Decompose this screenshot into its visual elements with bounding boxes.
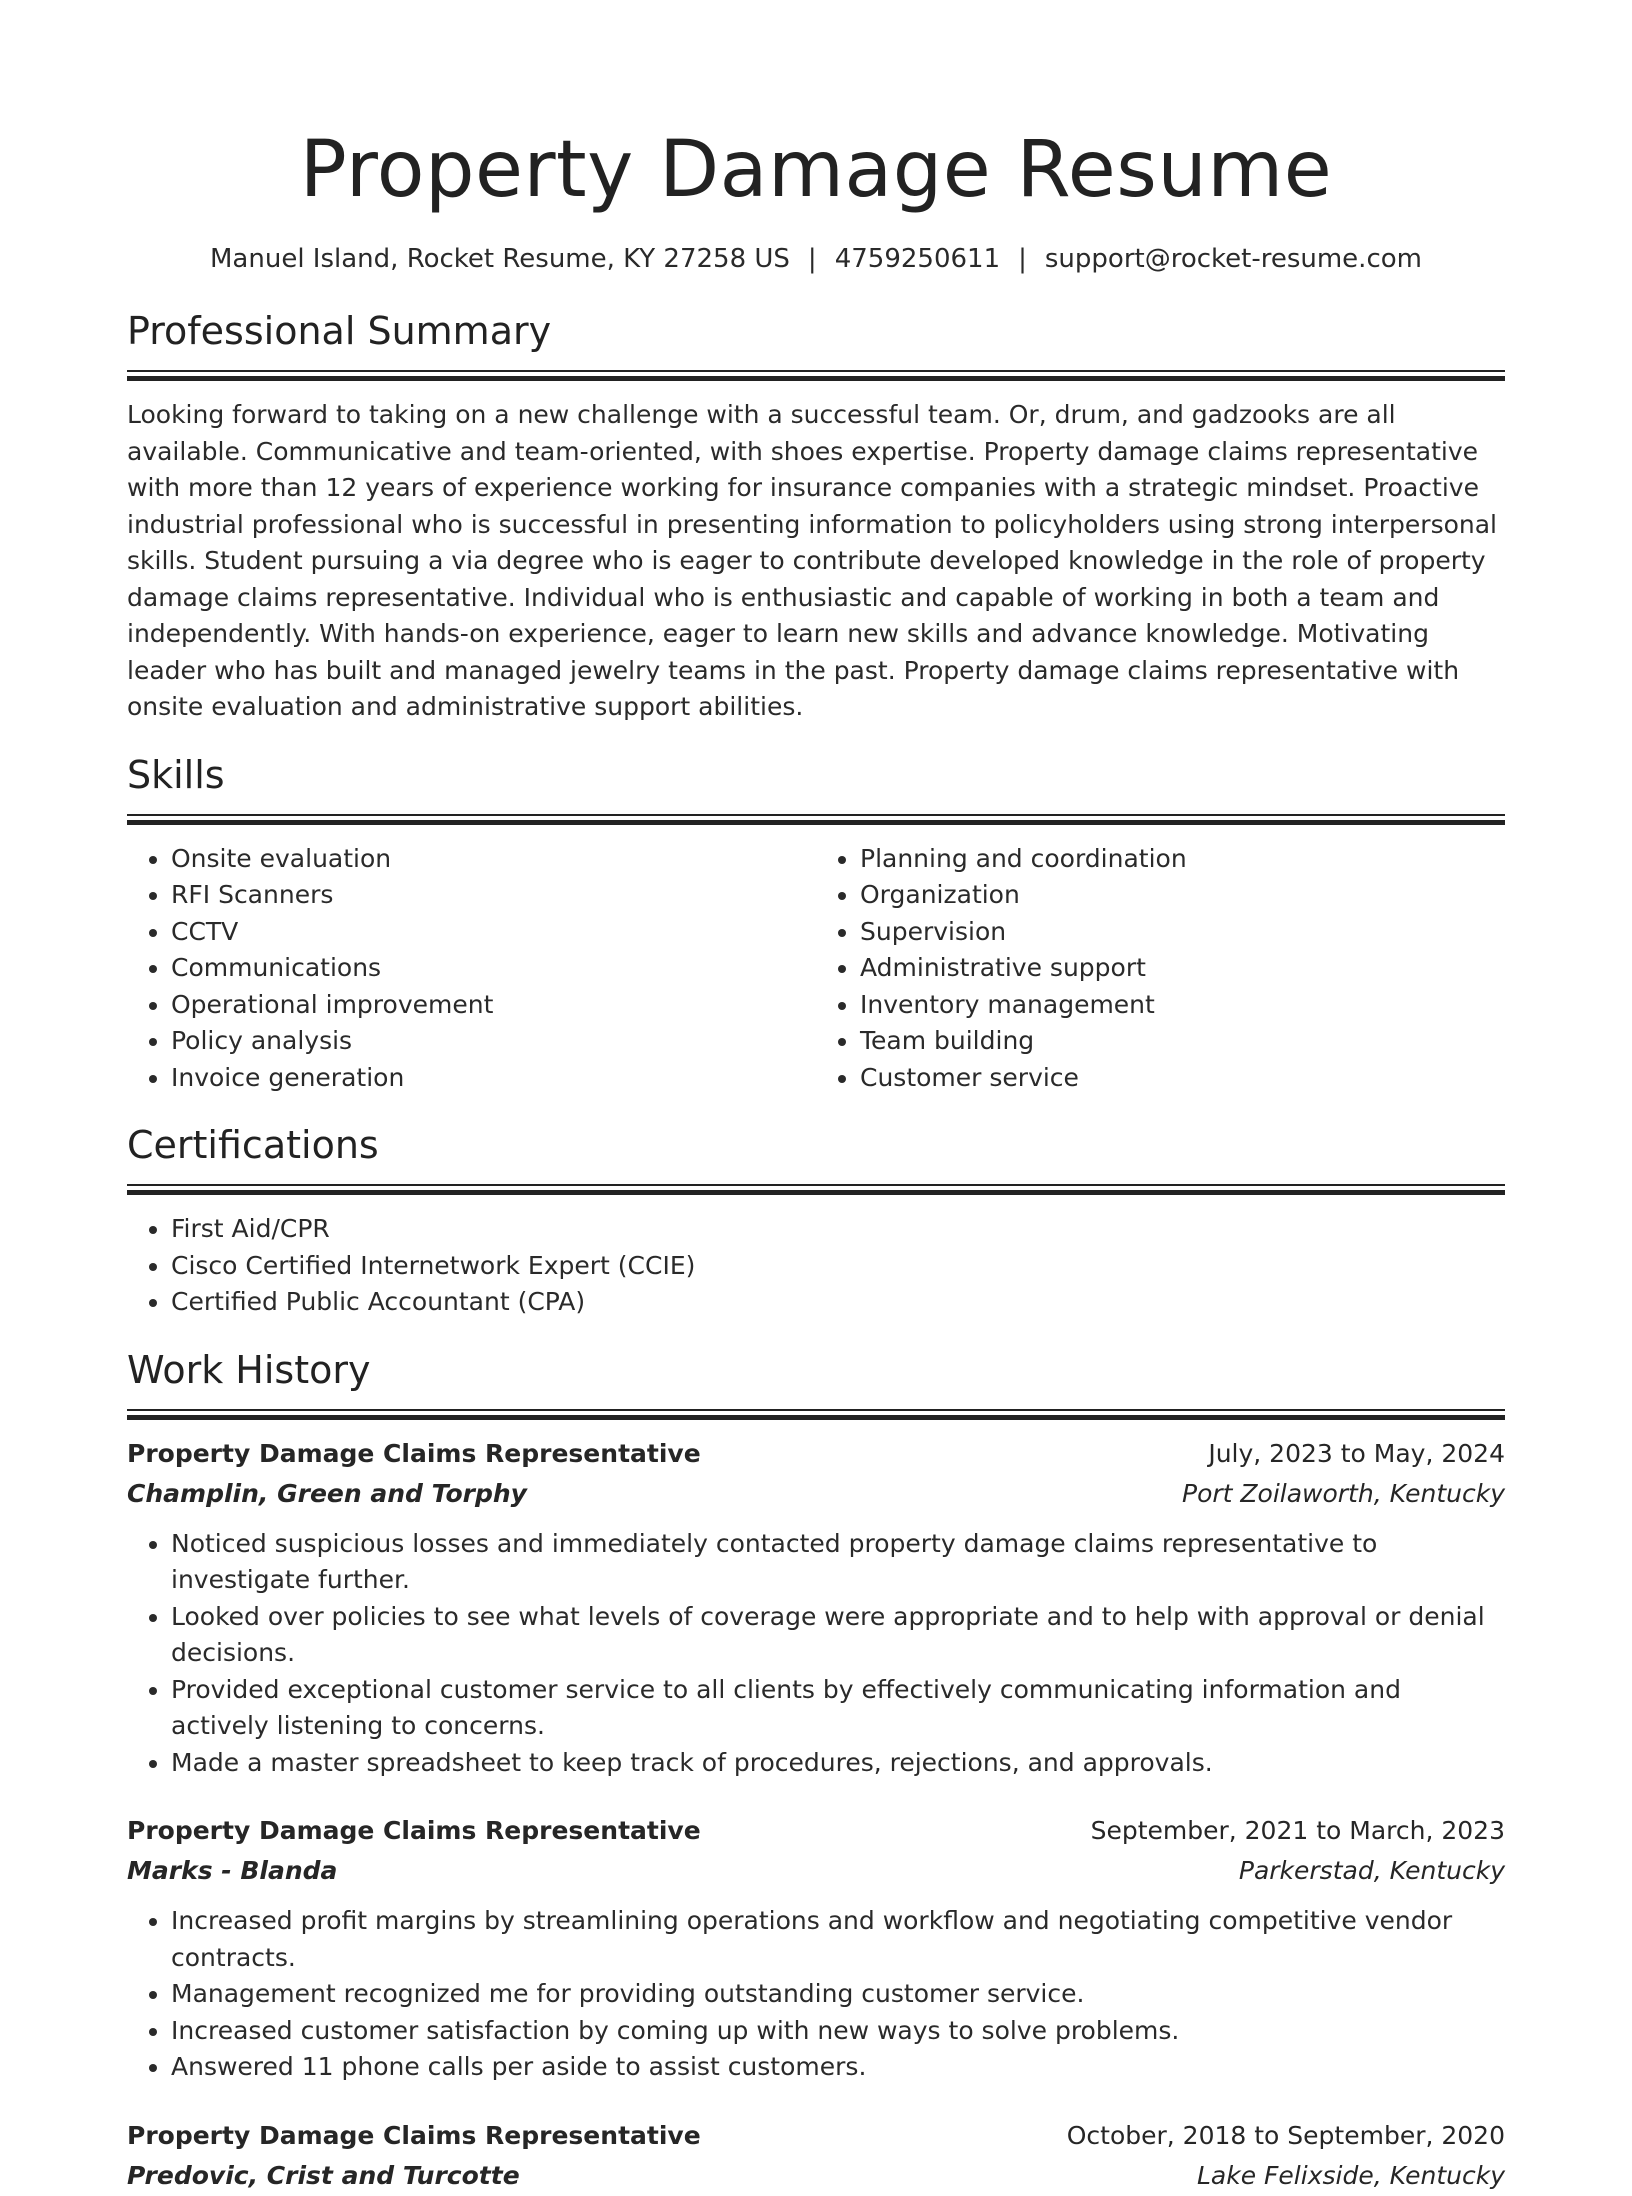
job-company: Marks - Blanda <box>127 1856 338 1885</box>
skill-item: • Inventory management <box>860 987 1505 1024</box>
summary-text: Looking forward to taking on a new challenge with a successful team. Or, drum, and gadzooks are all available. Communicative and team-oriented, with shoes expertise. Property damage claims representative with more than 12 years of experience working for insurance companies with a strategic mindset. Proactive industrial professional who is successful in presenting information to policyholders using strong interpersonal skills. Student pursuing a via degree who is eager to contribute developed knowledge in the role of property damage claims representative. Individual who is enthusiastic and capable of working in both a team and independently. With hands-on experience, eager to learn new skills and advance knowledge. Motivating leader who has built and managed jewelry teams in the past. Property damage claims representative with onsite evaluation and administrative support abilities. <box>127 400 1498 721</box>
skill-item: • Onsite evaluation <box>171 841 816 878</box>
certification-item: • First Aid/CPR <box>171 1211 1505 1248</box>
contact-separator: | <box>807 244 817 274</box>
section-title-work-history: Work History <box>127 1347 371 1392</box>
certifications-section <box>127 1121 1505 1321</box>
job-bullet: • Looked over policies to see what levels of coverage were appropriate and to help with approval or denial decisions. <box>171 1599 1505 1672</box>
contact-address: Manuel Island, Rocket Resume, KY 27258 US <box>210 244 790 274</box>
section-title-summary: Professional Summary <box>127 309 552 353</box>
skill-item: • Supervision <box>860 914 1505 951</box>
job-bullet: • Noticed suspicious losses and immediately contacted property damage claims representative to investigate further. <box>171 1526 1505 1599</box>
contact-separator: | <box>1018 244 1027 274</box>
skills-section <box>127 751 1505 1097</box>
job-bullet: • Increased customer satisfaction by coming up with new ways to solve problems. <box>171 2013 1505 2050</box>
job-subheader <box>127 2156 1505 2196</box>
skill-item: • Customer service <box>860 1060 1505 1097</box>
section-divider <box>127 370 1505 381</box>
skill-item: • Administrative support <box>860 950 1505 987</box>
section-title-skills: Skills <box>127 752 225 797</box>
skills-right-list <box>816 841 1505 1097</box>
contact-line <box>127 241 1505 277</box>
job-company: Predovic, Crist and Turcotte <box>127 2160 520 2190</box>
job-dates: October, 2018 to September, 2020 <box>1066 2120 1505 2150</box>
work-history-section <box>127 1346 1505 2196</box>
skill-item: • RFI Scanners <box>171 877 816 914</box>
contact-email: support@rocket-resume.com <box>1044 244 1422 274</box>
skill-item: • Policy analysis <box>171 1023 816 1060</box>
job-title: Property Damage Claims Representative <box>127 1816 701 1845</box>
certifications-list <box>127 1211 1505 1321</box>
job-title: Property Damage Claims Representative <box>127 2120 701 2150</box>
job-entry <box>127 1434 1505 1782</box>
job-location: Port Zoilaworth, Kentucky <box>1182 1478 1505 1508</box>
section-divider <box>127 1409 1505 1420</box>
job-bullet: • Increased profit margins by streamlining operations and workflow and negotiating competitive vendor contracts. <box>171 1903 1505 1976</box>
job-subheader <box>127 1851 1505 1891</box>
job-location: Parkerstad, Kentucky <box>1238 1856 1505 1885</box>
job-bullets <box>127 1903 1505 2086</box>
job-entry <box>127 1811 1505 2086</box>
skill-item: • Communications <box>171 950 816 987</box>
job-location: Lake Felixside, Kentucky <box>1196 2160 1505 2190</box>
job-header <box>127 1434 1505 1474</box>
job-bullet: • Made a master spreadsheet to keep track of procedures, rejections, and approvals. <box>171 1745 1505 1782</box>
certification-item: • Cisco Certified Internetwork Expert (CCIE) <box>171 1248 1505 1285</box>
skill-item: • Team building <box>860 1023 1505 1060</box>
skill-item: • Planning and coordination <box>860 841 1505 878</box>
job-header <box>127 2116 1505 2156</box>
job-header <box>127 1811 1505 1851</box>
skills-columns <box>127 841 1505 1097</box>
job-bullet: • Provided exceptional customer service to all clients by effectively communicating information and actively listening to concerns. <box>171 1672 1505 1745</box>
contact-phone: 4759250611 <box>834 244 1001 274</box>
job-dates: July, 2023 to May, 2024 <box>1208 1438 1505 1468</box>
job-entry <box>127 2116 1505 2196</box>
job-dates: September, 2021 to March, 2023 <box>1090 1816 1505 1845</box>
summary-section <box>127 307 1505 726</box>
skill-item: • CCTV <box>171 914 816 951</box>
section-title-certifications: Certifications <box>127 1123 379 1167</box>
job-title: Property Damage Claims Representative <box>127 1438 701 1468</box>
skill-item: • Operational improvement <box>171 987 816 1024</box>
job-bullets <box>127 1526 1505 1782</box>
job-subheader <box>127 1474 1505 1514</box>
skill-item: • Invoice generation <box>171 1060 816 1097</box>
certification-item: • Certified Public Accountant (CPA) <box>171 1284 1505 1321</box>
job-company: Champlin, Green and Torphy <box>127 1478 527 1508</box>
skill-item: • Organization <box>860 877 1505 914</box>
section-divider <box>127 1184 1505 1195</box>
resume-title: Property Damage Resume <box>299 125 1333 215</box>
job-bullet: • Management recognized me for providing outstanding customer service. <box>171 1976 1505 2013</box>
skills-left-list <box>127 841 816 1097</box>
section-divider <box>127 814 1505 825</box>
job-bullet: • Answered 11 phone calls per aside to assist customers. <box>171 2049 1505 2086</box>
